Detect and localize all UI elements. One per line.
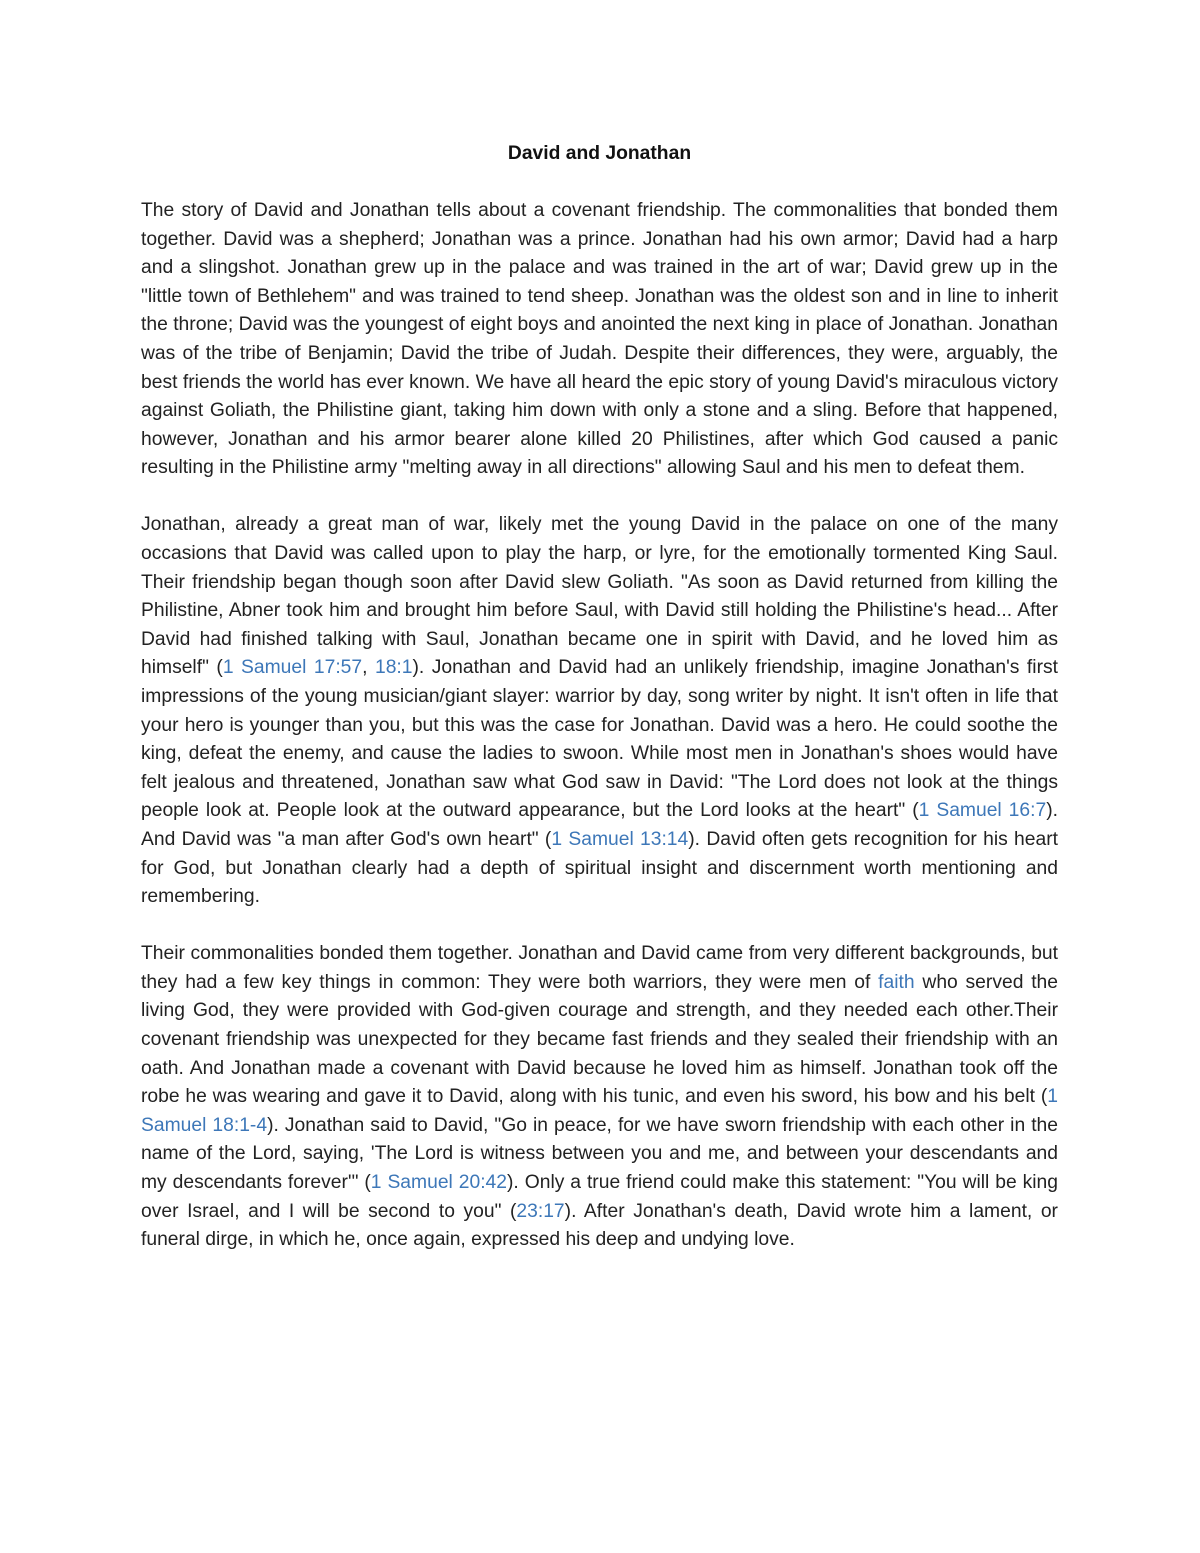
scripture-link[interactable]: 1 Samuel 17:57: [222, 657, 363, 679]
paragraph-text: ). After Jonathan's death, David wrote him a lament, or funeral dirge, in which he, once again, expressed his deep and undying love.: [141, 1200, 1058, 1251]
document-page: [141, 140, 1058, 1283]
paragraph-text: ). David often gets recognition for his heart for God, but Jonathan clearly had a depth of spiritual insight and discernment worth mentioning and remembering.: [141, 828, 1058, 908]
scripture-link[interactable]: 23:17: [516, 1200, 565, 1222]
paragraph-text: ). And David was "a man after God's own heart" (: [141, 800, 1058, 850]
scripture-link[interactable]: 18:1: [374, 657, 413, 679]
paragraph-text: ). Jonathan and David had an unlikely friendship, imagine Jonathan's first impressions of the young musician/giant slayer: warrior by day, song writer by night. It isn't often in life that your hero is younger than you, but this was the case for Jonathan. David was a hero. He could soothe the king, defeat the enemy, and cause the ladies to swoon. While most men in Jonathan's shoes would have felt jealous and threatened, Jonathan saw what God saw in David: "The Lord does not look at the things people look at. People look at the outward appearance, but the Lord looks at the heart" (: [141, 657, 1058, 822]
paragraph-text: The story of David and Jonathan tells about a covenant friendship. The commonalities that bonded them together. David was a shepherd; Jonathan was a prince. Jonathan had his own armor; David had a harp and a slingshot. Jonathan grew up in the palace and was trained in the art of war; David grew up in the "little town of Bethlehem" and was trained to tend sheep. Jonathan was the oldest son and in line to inherit the throne; David was the youngest of eight boys and anointed the next king in place of Jonathan. Jonathan was of the tribe of Benjamin; David the tribe of Judah. Despite their differences, they were, arguably, the best friends the world has ever known. We have all heard the epic story of young David's miraculous victory against Goliath, the Philistine giant, taking him down with only a stone and a sling. Before that happened, however, Jonathan and his armor bearer alone killed 20 Philistines, after which God caused a panic resulting in the Philistine army "melting away in all directions" allowing Saul and his men to defeat them.: [141, 200, 1058, 479]
paragraph-text: ). Jonathan said to David, "Go in peace, for we have sworn friendship with each other in the name of the Lord, saying, 'The Lord is witness between you and me, and between your descendants and my descendants forever'" (: [141, 1114, 1058, 1193]
scripture-link[interactable]: 1 Samuel 18:1-4: [141, 1086, 1058, 1136]
document-body: [141, 197, 1058, 1255]
paragraph: [141, 197, 1058, 483]
scripture-link[interactable]: faith: [878, 971, 915, 993]
paragraph: [141, 511, 1058, 911]
paragraph: [141, 940, 1058, 1255]
scripture-link[interactable]: 1 Samuel 20:42: [370, 1172, 508, 1193]
paragraph-text: ,: [362, 657, 375, 679]
paragraph-text: Jonathan, already a great man of war, likely met the young David in the palace on one of the many occasions that David was called upon to play the harp, or lyre, for the emotionally tormented King Saul. Their friendship began though soon after David slew Goliath. "As soon as David returned from killing the Philistine, Abner took him and brought him before Saul, with David still holding the Philistine's head... After David had finished talking with Saul, Jonathan became one in spirit with David, and he loved him as himself" (: [141, 514, 1058, 679]
paragraph-text: Their commonalities bonded them together. Jonathan and David came from very different backgrounds, but they had a few key things in common: They were both warriors, they were men of: [141, 943, 1058, 993]
document-title: David and Jonathan: [507, 143, 692, 164]
paragraph-text: who served the living God, they were provided with God-given courage and strength, and they needed each other.Their covenant friendship was unexpected for they became fast friends and they sealed their friendship with an oath. And Jonathan made a covenant with David because he loved him as himself. Jonathan took off the robe he was wearing and gave it to David, along with his tunic, and even his sword, his bow and his belt (: [141, 971, 1058, 1108]
scripture-link[interactable]: 1 Samuel 13:14: [551, 828, 689, 850]
paragraph-text: ). Only a true friend could make this statement: "You will be king over Israel, and I will be second to you" (: [141, 1172, 1058, 1222]
scripture-link[interactable]: 1 Samuel 16:7: [918, 800, 1047, 822]
